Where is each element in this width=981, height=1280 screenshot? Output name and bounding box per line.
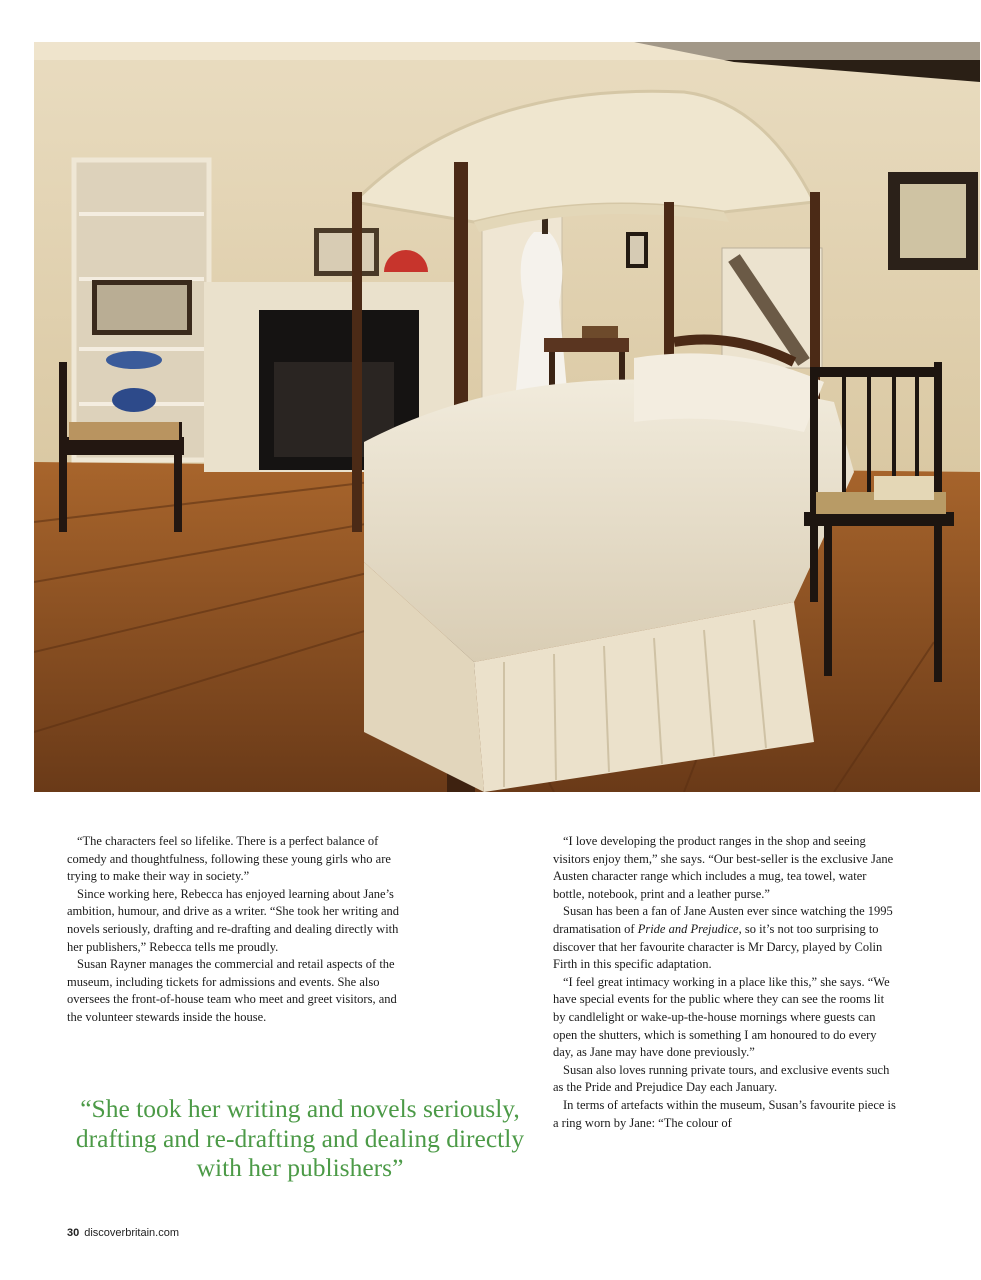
paragraph: “I love developing the product ranges in the shop and seeing visitors enjoy them,” she says. “Our best-seller is the exclusive Jane Austen character range which includes a mug, tea towel, water bottle, notebook, print and a leather purse.” xyxy=(553,834,894,901)
paragraph xyxy=(553,903,898,973)
title-italic: Pride and Prejudice xyxy=(637,921,739,936)
article-left-column xyxy=(67,833,407,1027)
page-footer xyxy=(67,1227,179,1239)
paragraph-text: , so it’s not too surprising to discover that her favourite character is Mr Darcy, played by Colin Firth in this specific adaptation. xyxy=(553,921,883,972)
article-right-column xyxy=(553,833,898,1132)
paragraph: Susan Rayner manages the commercial and retail aspects of the museum, including tickets for admissions and events. She also oversees the front-of-house team who meet and greet visitors, and the volunteer stewards inside the house. xyxy=(67,957,397,1024)
paragraph-text: Susan has been a fan of Jane Austen ever since watching the 1995 dramatisation of xyxy=(553,904,893,936)
pull-quote: “She took her writing and novels seriously, drafting and re-drafting and dealing directly with her publishers” xyxy=(75,1094,525,1182)
site-url: discoverbritain.com xyxy=(84,1227,180,1239)
paragraph: “I feel great intimacy working in a place like this,” she says. “We have special events for the public where they can see the rooms lit by candlelight or wake-up-the-house mornings where guests can open the shutters, which is something I am honoured to do every day, as Jane may have done previously.” xyxy=(553,974,890,1060)
paragraph: “The characters feel so lifelike. There is a perfect balance of comedy and thoughtfulness, following these young girls who are trying to make their way in society.” xyxy=(67,834,391,884)
page-number: 30 xyxy=(67,1227,80,1239)
bedroom-photo xyxy=(34,42,980,792)
paragraph: Susan also loves running private tours, and exclusive events such as the Pride and Prejudice Day each January. xyxy=(553,1062,890,1095)
paragraph: Since working here, Rebecca has enjoyed learning about Jane’s ambition, humour, and drive as a writer. “She took her writing and novels seriously, drafting and re-drafting and dealing directly with her publishers,” Rebecca tells me proudly. xyxy=(67,886,400,954)
paragraph: In terms of artefacts within the museum, Susan’s favourite piece is a ring worn by Jane: “The colour of xyxy=(553,1097,896,1130)
